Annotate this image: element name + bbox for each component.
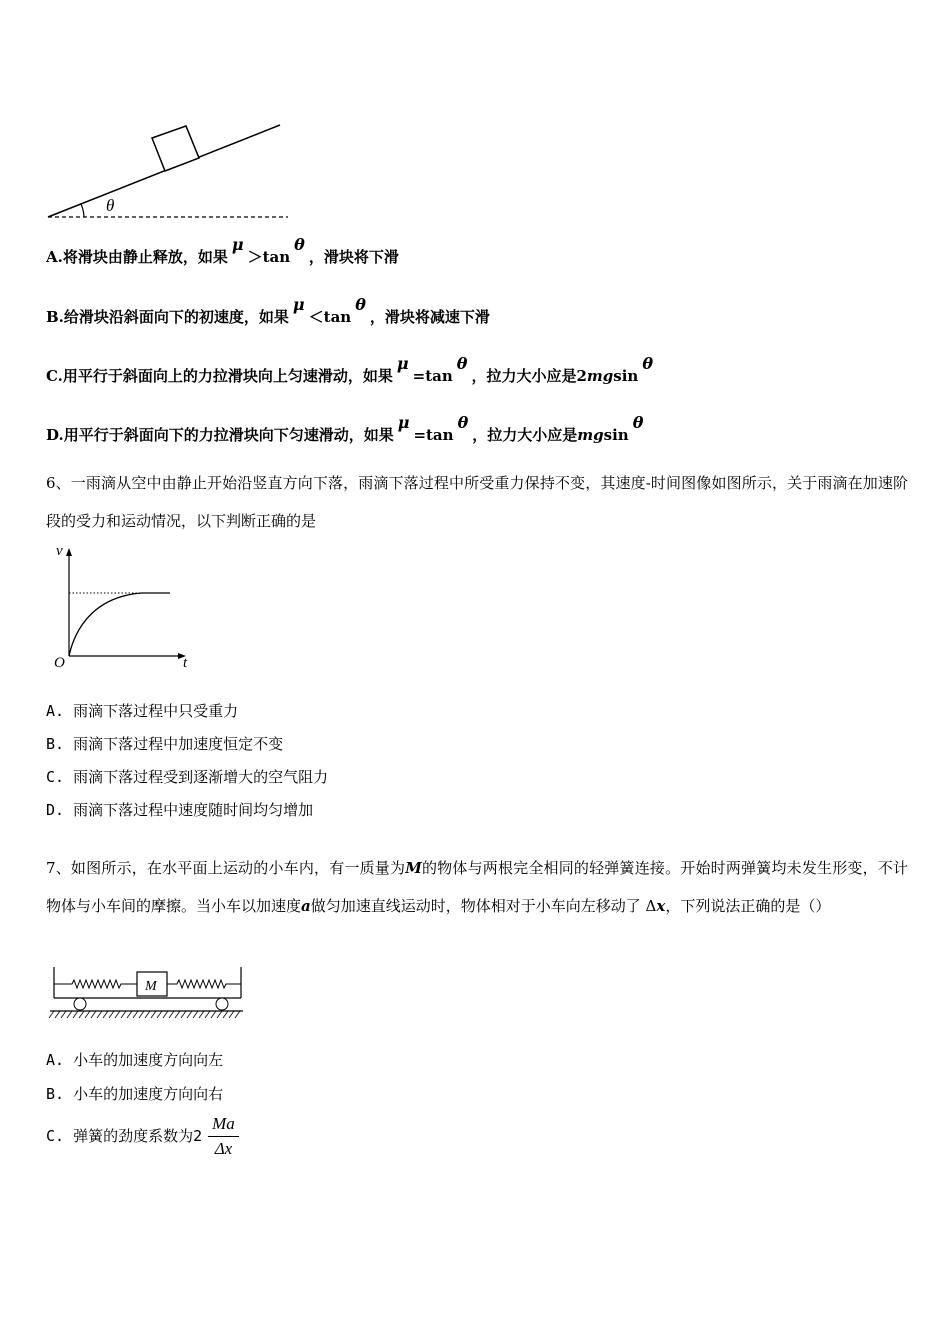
- q7-option-b: B. 小车的加速度方向向右: [46, 1085, 224, 1103]
- q6-option-c: C. 雨滴下落过程受到逐渐增大的空气阻力: [46, 768, 329, 786]
- q5-option-d: D.用平行于斜面向下的力拉滑块向下匀速滑动，如果μ=tanθ，拉力大小应是mgsinθ: [46, 413, 644, 444]
- incline-figure: [40, 115, 300, 230]
- origin-label: O: [54, 655, 65, 670]
- right-spring: [167, 980, 241, 988]
- velocity-time-graph: [50, 540, 200, 670]
- v-axis-label: v: [56, 543, 63, 559]
- q7-option-c: C. 弹簧的劲度系数为2 $\frac{Ma}{\Delta x}$: [46, 1114, 239, 1159]
- cart-spring-figure: [46, 962, 246, 1024]
- q6-option-d: D. 雨滴下落过程中速度随时间均匀增加: [46, 801, 314, 819]
- mass-label: M: [145, 979, 157, 994]
- q6-stem: 6、一雨滴从空中由静止开始沿竖直方向下落，雨滴下落过程中所受重力保持不变，其速度-时间图像如图所示，关于雨滴在加速阶段的受力和运动情况，以下判断正确的是: [46, 474, 908, 530]
- q5-option-b: B.给滑块沿斜面向下的初速度，如果μ＜tanθ，滑块将减速下滑: [46, 295, 490, 326]
- sliding-block: [152, 126, 199, 171]
- stiffness-fraction: $\frac{Ma}{\Delta x}$: [208, 1114, 239, 1159]
- left-wheel: [74, 998, 86, 1010]
- velocity-curve: [69, 593, 170, 656]
- ground-hatching: [49, 1011, 240, 1018]
- q7-stem: 7、如图所示，在水平面上运动的小车内，有一质量为M的物体与两根完全相同的轻弹簧连接。开始时两弹簧均未发生形变，不计物体与小车间的摩擦。当小车以加速度a做匀加速直线运动时，物体相对于小车向左移动了 Δx，下列说法正确的是（）: [46, 859, 908, 915]
- v-axis-arrow: [66, 548, 72, 556]
- left-spring: [54, 980, 137, 988]
- q5-option-a: A.将滑块由静止释放，如果μ＞tanθ，滑块将下滑: [46, 235, 399, 266]
- q6-option-a: A. 雨滴下落过程中只受重力: [46, 702, 239, 720]
- angle-theta-label: θ: [106, 196, 115, 215]
- q5-option-c: C.用平行于斜面向上的力拉滑块向上匀速滑动，如果μ=tanθ，拉力大小应是2mgsinθ: [46, 354, 653, 385]
- q6-option-b: B. 雨滴下落过程中加速度恒定不变: [46, 735, 284, 753]
- angle-arc: [81, 204, 84, 217]
- q7-option-a: A. 小车的加速度方向向左: [46, 1051, 224, 1069]
- t-axis-label: t: [183, 655, 188, 670]
- right-wheel: [216, 998, 228, 1010]
